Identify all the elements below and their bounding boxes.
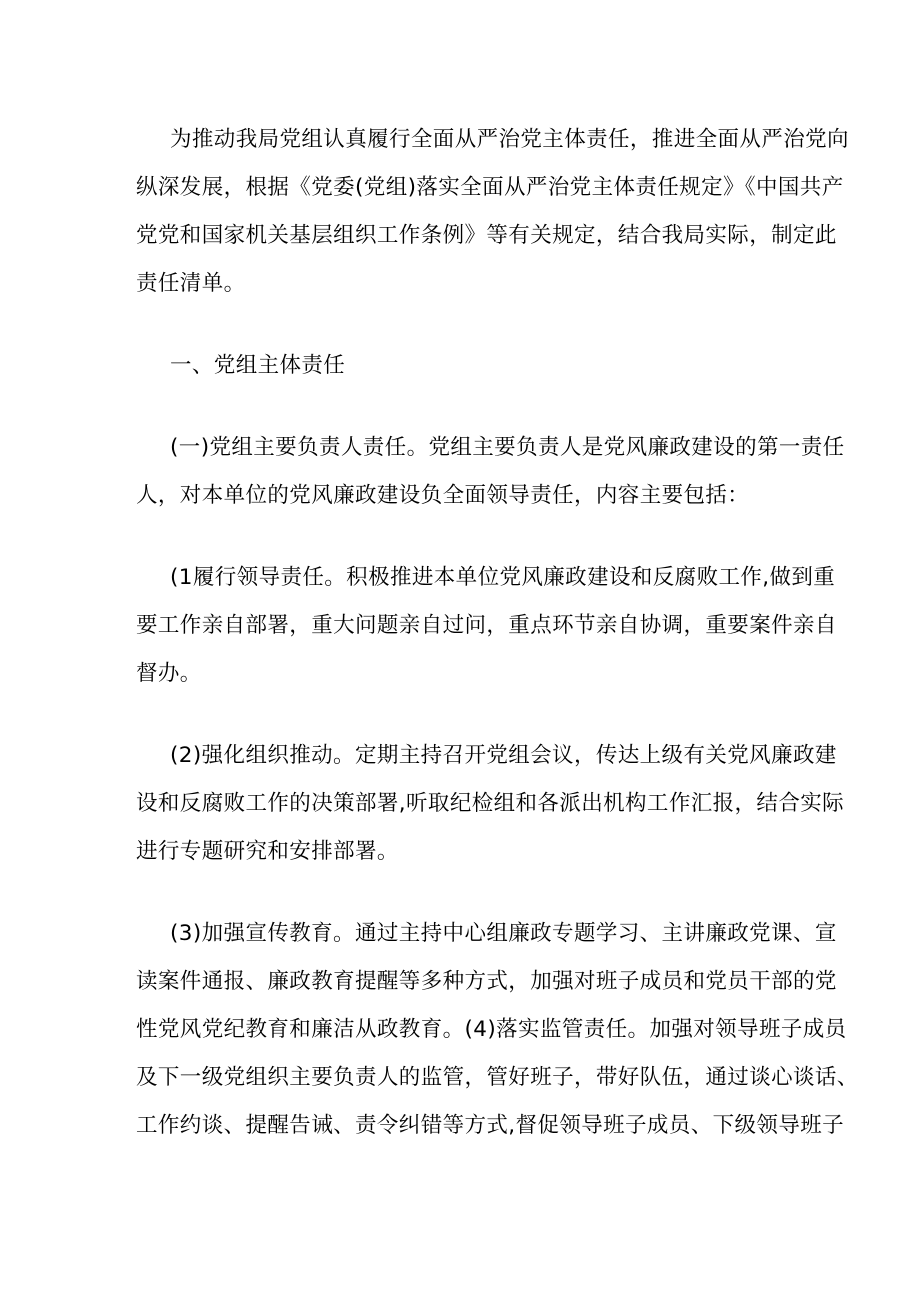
paragraph-item-3-line: 读案件通报、廉政教育提醒等多种方式，加强对班子成员和党员干部的党 bbox=[136, 969, 837, 994]
paragraph-item-3-line: (3)加强宣传教育。通过主持中心组廉政专题学习、主讲廉政党课、宣 bbox=[170, 921, 837, 946]
paragraph-intro-line: 纵深发展，根据《党委(党组)落实全面从严治党主体责任规定》《中国共产 bbox=[136, 175, 844, 200]
paragraph-item-1-line: 要工作亲自部署，重大问题亲自过问，重点环节亲自协调，重要案件亲自 bbox=[136, 613, 837, 638]
paragraph-intro-line: 责任清单。 bbox=[136, 271, 246, 296]
paragraph-item-2-line: 进行专题研究和安排部署。 bbox=[136, 839, 399, 864]
paragraph-item-3-line: 工作约谈、提醒告诫、责令纠错等方式,督促领导班子成员、下级领导班子 bbox=[136, 1113, 845, 1138]
paragraph-intro-line: 为推动我局党组认真履行全面从严治党主体责任，推进全面从严治党向 bbox=[170, 127, 849, 152]
paragraph-leader-line: 人，对本单位的党风廉政建设负全面领导责任，内容主要包括： bbox=[136, 483, 750, 508]
paragraph-item-2-line: 设和反腐败工作的决策部署,听取纪检组和各派出机构工作汇报，结合实际 bbox=[136, 791, 845, 816]
paragraph-item-3-line: 及下一级党组织主要负责人的监管，管好班子，带好队伍，通过谈心谈话、 bbox=[136, 1065, 859, 1090]
paragraph-leader-line: (一)党组主要负责人责任。党组主要负责人是党风廉政建设的第一责任 bbox=[170, 435, 845, 460]
section-heading: 一、党组主体责任 bbox=[170, 353, 346, 378]
paragraph-item-1-line: (1履行领导责任。积极推进本单位党风廉政建设和反腐败工作,做到重 bbox=[170, 565, 836, 590]
paragraph-intro-line: 党党和国家机关基层组织工作条例》等有关规定，结合我局实际，制定此 bbox=[136, 223, 837, 248]
paragraph-item-2-line: (2)强化组织推动。定期主持召开党组会议，传达上级有关党风廉政建 bbox=[170, 743, 837, 768]
paragraph-item-1-line: 督办。 bbox=[136, 661, 202, 686]
paragraph-item-3-line: 性党风党纪教育和廉洁从政教育。(4)落实监管责任。加强对领导班子成员 bbox=[136, 1017, 847, 1042]
